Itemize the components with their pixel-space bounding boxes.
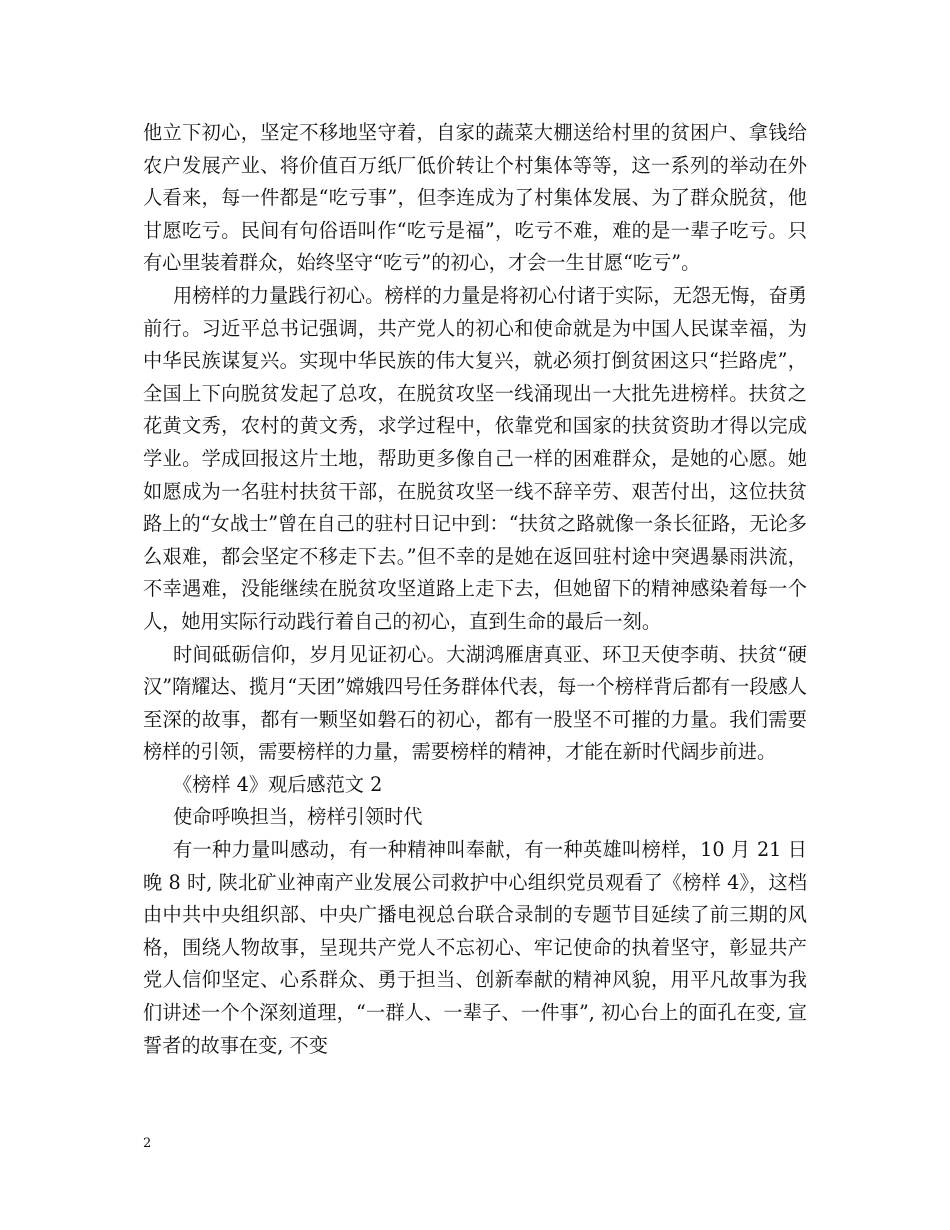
section-subtitle: 使命呼唤担当，榜样引领时代 [173,805,423,829]
document-body [143,117,807,1062]
section-title: 《榜样 4》观后感范文 2 [173,772,383,796]
page-number: 2 [143,1136,152,1151]
paragraph-2: 用榜样的力量践行初心。榜样的力量是将初心付诸于实际，无怨无悔，奋勇前行。习近平总书记强调，共产党人的初心和使命就是为中国人民谋幸福，为中华民族谋复兴。实现中华民族的伟大复兴，就必须打倒贫困这只“拦路虎”，全国上下向脱贫发起了总攻，在脱贫攻坚一线涌现出一大批先进榜样。扶贫之花黄文秀，农村的黄文秀，求学过程中，依靠党和国家的扶贫资助才得以完成学业。学成回报这片土地，帮助更多像自己一样的困难群众，是她的心愿。她如愿成为一名驻村扶贫干部，在脱贫攻坚一线不辞辛劳、艰苦付出，这位扶贫路上的“女战士”曾在自己的驻村日记中到：“扶贫之路就像一条长征路，无论多么艰难，都会坚定不移走下去。”但不幸的是她在返回驻村途中突遇暴雨洪流，不幸遇难，没能继续在脱贫攻坚道路上走下去，但她留下的精神感染着每一个人，她用实际行动践行着自己的初心，直到生命的最后一刻。 [143,283,807,633]
paragraph-3: 时间砥砺信仰，岁月见证初心。大湖鸿雁唐真亚、环卫天使李萌、扶贫“硬汉”隋耀达、揽月“天团”嫦娥四号任务群体代表，每一个榜样背后都有一段感人至深的故事，都有一颗坚如磐石的初心，都有一股坚不可摧的力量。我们需要榜样的引领，需要榜样的力量，需要榜样的精神，才能在新时代阔步前进。 [143,642,807,764]
paragraph-1: 他立下初心，坚定不移地坚守着，自家的蔬菜大棚送给村里的贫困户、拿钱给农户发展产业、将价值百万纸厂低价转让个村集体等等，这一系列的举动在外人看来，每一件都是“吃亏事”，但李连成为了村集体发展、为了群众脱贫，他甘愿吃亏。民间有句俗语叫作“吃亏是福”，吃亏不难，难的是一辈子吃亏。只有心里装着群众，始终坚守“吃亏”的初心，才会一生甘愿“吃亏”。 [143,121,807,275]
paragraph-4: 有一种力量叫感动，有一种精神叫奉献，有一种英雄叫榜样，10 月 21 日晚 8 时, 陕北矿业神南产业发展公司救护中心组织党员观看了《榜样 4》，这档由中共中央组织部、中央广播电视总台联合录制的专题节目延续了前三期的风格，围绕人物故事，呈现共产党人不忘初心、牢记使命的执着坚守，彰显共产党人信仰坚定、心系群众、勇于担当、创新奉献的精神风貌，用平凡故事为我们讲述一个个深刻道理，“一群人、一辈子、一件事”, 初心台上的面孔在变, 宣誓者的故事在变, 不变 [143,838,807,1057]
